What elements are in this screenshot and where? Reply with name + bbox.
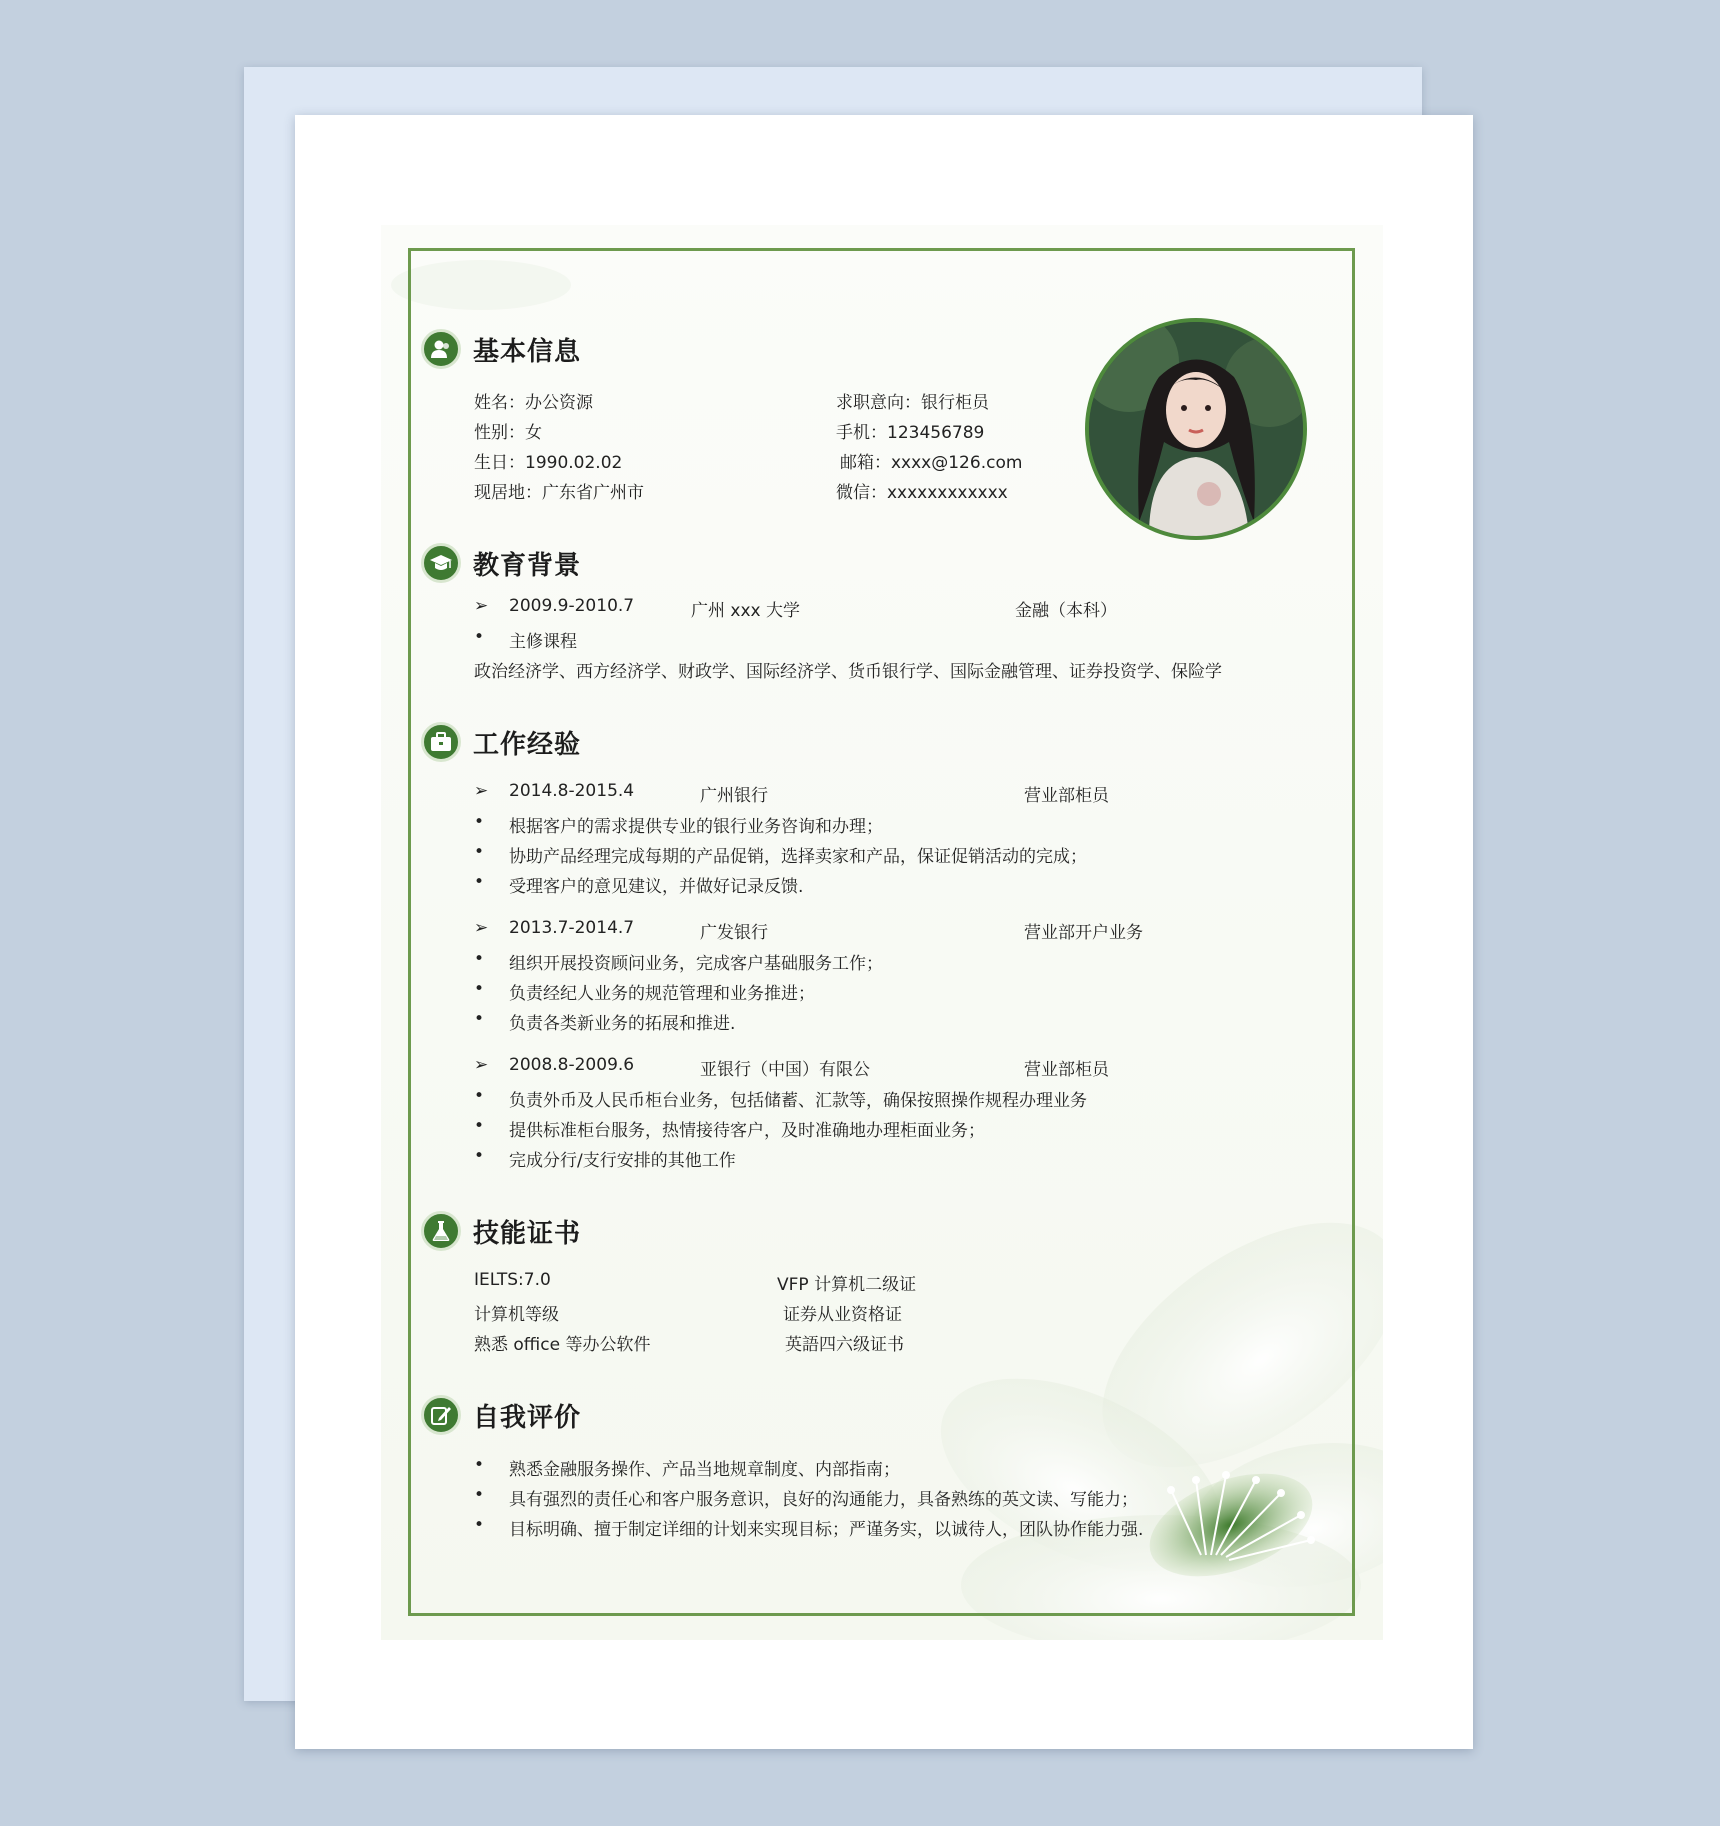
job-duty: 负责经纪人业务的规范管理和业务推进； bbox=[509, 984, 815, 1004]
section-basic-info bbox=[421, 327, 581, 371]
info-name: 姓名：办公资源 bbox=[474, 393, 593, 413]
arrow-bullet: ➢ bbox=[474, 1055, 489, 1075]
job-position: 营业部柜员 bbox=[1024, 1060, 1109, 1080]
skill-item: 英語四六级证书 bbox=[785, 1335, 904, 1355]
bullet-dot: • bbox=[474, 872, 485, 892]
self-eval-item: 具有强烈的责任心和客户服务意识，良好的沟通能力，具备熟练的英文读、写能力； bbox=[509, 1490, 1138, 1510]
job-date: 2013.7-2014.7 bbox=[509, 918, 635, 938]
bullet-dot: • bbox=[474, 627, 485, 647]
portrait-image bbox=[1089, 322, 1303, 536]
bullet-dot: • bbox=[474, 1146, 485, 1166]
bullet-dot: • bbox=[474, 979, 485, 999]
education-courses-label: 主修课程 bbox=[509, 632, 577, 652]
section-education bbox=[421, 541, 581, 585]
info-gender: 性别：女 bbox=[474, 423, 542, 443]
flask-icon bbox=[421, 1211, 461, 1251]
skill-item: 计算机等级 bbox=[474, 1305, 559, 1325]
arrow-bullet: ➢ bbox=[474, 918, 489, 938]
profile-photo bbox=[1085, 318, 1307, 540]
arrow-bullet: ➢ bbox=[474, 781, 489, 801]
section-title-education: 教育背景 bbox=[473, 550, 582, 581]
info-residence: 现居地：广东省广州市 bbox=[474, 483, 644, 503]
info-job-intention: 求职意向：银行柜员 bbox=[836, 393, 989, 413]
job-duty: 组织开展投资顾问业务，完成客户基础服务工作； bbox=[509, 954, 883, 974]
section-title-basic-info: 基本信息 bbox=[473, 336, 582, 367]
job-company: 广州银行 bbox=[700, 786, 768, 806]
skill-item: VFP 计算机二级证 bbox=[777, 1275, 917, 1295]
job-date: 2014.8-2015.4 bbox=[509, 781, 635, 801]
job-company: 亚银行（中国）有限公 bbox=[700, 1060, 870, 1080]
skill-item: 证券从业资格证 bbox=[783, 1305, 902, 1325]
info-phone: 手机：123456789 bbox=[836, 423, 985, 443]
section-title-self-eval: 自我评价 bbox=[473, 1402, 582, 1433]
section-self-eval bbox=[421, 1393, 581, 1437]
job-duty: 完成分行/支行安排的其他工作 bbox=[509, 1151, 736, 1171]
info-email: 邮箱：xxxx@126.com bbox=[840, 453, 1023, 473]
section-title-work: 工作经验 bbox=[473, 729, 582, 760]
bullet-dot: • bbox=[474, 1515, 485, 1535]
job-position: 营业部柜员 bbox=[1024, 786, 1109, 806]
section-skills bbox=[421, 1209, 581, 1253]
graduation-cap-icon bbox=[421, 543, 461, 583]
arrow-bullet: ➢ bbox=[474, 596, 489, 616]
info-wechat: 微信：xxxxxxxxxxxx bbox=[836, 483, 1008, 503]
self-eval-item: 熟悉金融服务操作、产品当地规章制度、内部指南； bbox=[509, 1460, 900, 1480]
job-duty: 受理客户的意见建议，并做好记录反馈. bbox=[509, 877, 804, 897]
bullet-dot: • bbox=[474, 1009, 485, 1029]
info-birthday: 生日：1990.02.02 bbox=[474, 453, 623, 473]
section-work bbox=[421, 720, 581, 764]
bullet-dot: • bbox=[474, 1485, 485, 1505]
job-position: 营业部开户业务 bbox=[1024, 923, 1143, 943]
education-courses: 政治经济学、西方经济学、财政学、国际经济学、货币银行学、国际金融管理、证券投资学、保险学 bbox=[474, 662, 1222, 682]
bullet-dot: • bbox=[474, 1116, 485, 1136]
user-icon bbox=[421, 329, 461, 369]
briefcase-icon bbox=[421, 722, 461, 762]
job-duty: 负责各类新业务的拓展和推进. bbox=[509, 1014, 736, 1034]
education-date: 2009.9-2010.7 bbox=[509, 596, 635, 616]
self-eval-item: 目标明确、擅于制定详细的计划来实现目标；严谨务实，以诚待人，团队协作能力强. bbox=[509, 1520, 1144, 1540]
edit-icon bbox=[421, 1395, 461, 1435]
education-major: 金融（本科） bbox=[1015, 601, 1117, 621]
section-title-skills: 技能证书 bbox=[473, 1218, 582, 1249]
bullet-dot: • bbox=[474, 1455, 485, 1475]
job-duty: 负责外币及人民币柜台业务，包括储蓄、汇款等，确保按照操作规程办理业务 bbox=[509, 1091, 1087, 1111]
job-date: 2008.8-2009.6 bbox=[509, 1055, 635, 1075]
job-company: 广发银行 bbox=[700, 923, 768, 943]
job-duty: 提供标准柜台服务，热情接待客户，及时准确地办理柜面业务； bbox=[509, 1121, 985, 1141]
bullet-dot: • bbox=[474, 1086, 485, 1106]
bullet-dot: • bbox=[474, 842, 485, 862]
education-school: 广州 xxx 大学 bbox=[691, 601, 800, 621]
resume-page bbox=[381, 225, 1383, 1640]
job-duty: 根据客户的需求提供专业的银行业务咨询和办理； bbox=[509, 817, 883, 837]
skill-item: 熟悉 office 等办公软件 bbox=[474, 1335, 651, 1355]
job-duty: 协助产品经理完成每期的产品促销，选择卖家和产品，保证促销活动的完成； bbox=[509, 847, 1087, 867]
skill-item: IELTS:7.0 bbox=[474, 1270, 551, 1290]
bullet-dot: • bbox=[474, 812, 485, 832]
bullet-dot: • bbox=[474, 949, 485, 969]
